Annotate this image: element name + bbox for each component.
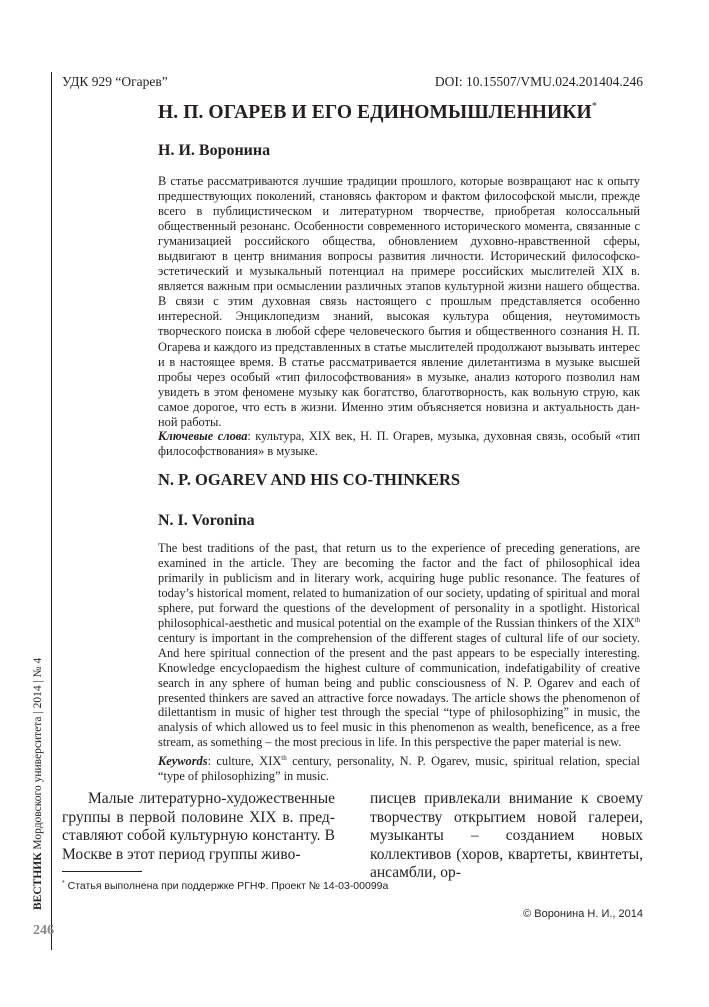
keywords-ru	[158, 429, 640, 459]
footnote-text: Статья выполнена при поддержке РГНФ. Проект № 14-03-00099а	[64, 880, 389, 892]
keywords-ru-label: Ключевые слова	[158, 429, 248, 443]
footnote-separator	[62, 871, 142, 872]
page-number: 246	[33, 923, 54, 938]
doi-identifier: DOI: 10.15507/VMU.024.201404.246	[434, 74, 643, 89]
title-ru-text: Н. П. ОГАРЕВ И ЕГО ЕДИНОМЫШЛЕННИКИ	[158, 102, 592, 123]
copyright-notice: © Воронина Н. И., 2014	[523, 908, 643, 920]
author-ru: Н. И. Воронина	[158, 142, 271, 159]
keywords-en-label: Keywords	[158, 754, 208, 768]
abstract-en-part-1: The best traditions of the past, that return us to the experience of preceding generations, are examined in the article. They are becoming the factor and the fact of philosophical idea primarily in publicism and in literary work, acquiring huge public resonance. The features of today’s historical moment, related to humanization of our society, updating of spiritual and moral sphere, put forward the questions of the development of personality in a spotlight. Historical philosophical-aesthetic and musical potential on the example of the Russian thinkers of the XIX	[158, 541, 640, 630]
keywords-en	[158, 754, 640, 784]
footnote-mark: *	[62, 880, 65, 887]
author-en: N. I. Voronina	[158, 512, 255, 529]
abstract-en-part-2: century is important in the comprehension of the different stages of cultural life of our society. And here spiritual connection of the present and the past appears to be especially interesting. Knowledge encyclopaedism the highest culture of communication, indefatigability of creative search in any sphere of human being and public consciousness of N. P. Ogarev and each of presented thinkers are saved an attractive force nowadays. The article shows the phenomenon of dilettantism in music of higher test through the special “type of philosophizing” in music, the analysis of which allowed us to feel music in this phenomenon as wealth, beneficence, as a free stream, as something – the most precious in life. In this perspective the paper material is new.	[158, 630, 640, 750]
keywords-ru-text: : культура, XIX век, Н. П. Огарев, музыка, духовная связь, особый «тип философствования» в музыке.	[158, 429, 641, 459]
margin-rule	[51, 72, 52, 950]
abstract-en-superscript: th	[634, 615, 640, 624]
body-column-right: писцев привлекали внимание к своему творчеству открытием новой галереи, музыканты – созданием новых коллективов (хоров, квартеты, квинтеты, ансамбли, ор-	[370, 790, 643, 882]
abstract-ru: В статье рассматриваются лучшие традиции прошлого, которые возвращают нас к опыту предшествующих поколений, становясь фактором и фактом философской мысли, прежде всего в публицистическом и литературном творчестве, приобретая колоссальный общественный резонанс. Особенности современного исторического момента, связанные с гуманизацией российского общества, обновлением духовно-нравственной сферы, выдвигают в центр внимания вопросы развития личности. Исторический философско-эстетический и музыкальный потенциал на примере российских мыслителей XIX в. является важным при осмыслении различных этапов культурной жизни нашего общества. В связи с этим духовная связь настоящего с прошлым представляется особенно интересной. Энциклопедизм знаний, высокая культура общения, неутомимость творческого поиска в любой сфере человеческого бытия и общественного сознания Н. П. Огарева и каждого из представленных в статье мыслителей продолжают вызывать интерес и в настоящее время. В статье рассматривается явление дилетантизма в музыке высшей пробы через особый «тип философствования» в музыке, анализ которого позволил нам увидеть в этом феномене музыку как богатство, благотворность, как вольную струю, как самое дорогое, что есть в жизни. Именно этим объясняется новизна и актуальность данной работы.	[158, 174, 640, 429]
abstract-en	[158, 541, 640, 750]
article-title-ru	[158, 101, 597, 124]
title-footnote-mark: *	[591, 101, 597, 112]
keywords-en-superscript: th	[281, 754, 287, 762]
footnote	[62, 880, 388, 892]
journal-issue: Мордовского университета | 2014 | № 4	[32, 657, 44, 853]
journal-name: ВЕСТНИК	[32, 852, 44, 910]
journal-spine-label	[30, 610, 46, 910]
body-column-left: Малые литературно-художественные группы в первой половине XIX в. представляют собой культурную константу. В Москве в этот период группы живо-	[62, 790, 335, 863]
article-title-en: N. P. OGAREV AND HIS CO-THINKERS	[158, 470, 461, 489]
udk-code: УДК 929 “Огарев”	[62, 74, 168, 89]
keywords-en-part-2: century, personality, N. P. Ogarev, music, spiritual relation, special “type of philosophizing” in music.	[158, 754, 640, 784]
keywords-en-part-1: : culture, XIX	[207, 754, 282, 768]
